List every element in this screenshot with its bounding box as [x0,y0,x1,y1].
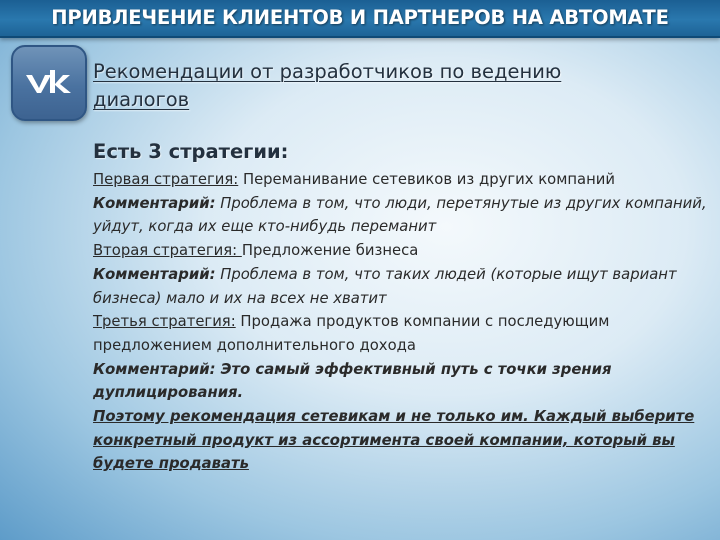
comment-2-label: Комментарий: [93,265,216,283]
strategy-1-label: Первая стратегия: [93,171,239,188]
heading-line-2: диалогов [93,88,190,111]
strategy-1-text: Переманивание сетевиков из других компаний [238,171,616,188]
strategy-3-text: Продажа продуктов компании с последующим предложением дополнительного дохода [93,313,610,354]
strategy-2 [93,239,708,263]
title-bar [0,0,720,38]
comment-2 [93,263,708,310]
comment-2-text: Проблема в том, что таких людей (которые ищут вариант бизнеса) мало и их на всех не хватит [93,265,677,307]
strategy-2-label: Вторая стратегия: [93,242,242,260]
strategy-2-text: Предложение бизнеса [241,242,419,260]
comment-3: Комментарий: Это самый эффективный путь с точки зрения дуплицирования. [93,360,612,402]
strategy-1 [93,168,708,192]
strategy-3 [93,310,708,357]
vk-logo-icon [11,45,87,121]
strategy-3-label: Третья стратегия: [93,313,236,331]
comment-1-label: Комментарий: [93,194,216,212]
slide-heading [93,58,693,114]
strategies-body [93,168,708,476]
vk-logo-glyph [21,55,77,111]
strategies-subheading: Есть 3 стратегии: [93,140,289,163]
slide-title: ПРИВЛЕЧЕНИЕ КЛИЕНТОВ И ПАРТНЕРОВ НА АВТОМАТЕ [51,6,669,29]
comment-1-text: Проблема в том, что люди, перетянутые из других компаний, уйдут, когда их еще кто-нибудь переманит [93,194,707,236]
heading-line-1: Рекомендации от разработчиков по ведению [93,60,562,83]
comment-1 [93,192,708,239]
recommendation: Поэтому рекомендация сетевикам и не только им. Каждый выберите конкретный продукт из ассортимента своей компании, который вы будете продавать [93,408,695,473]
